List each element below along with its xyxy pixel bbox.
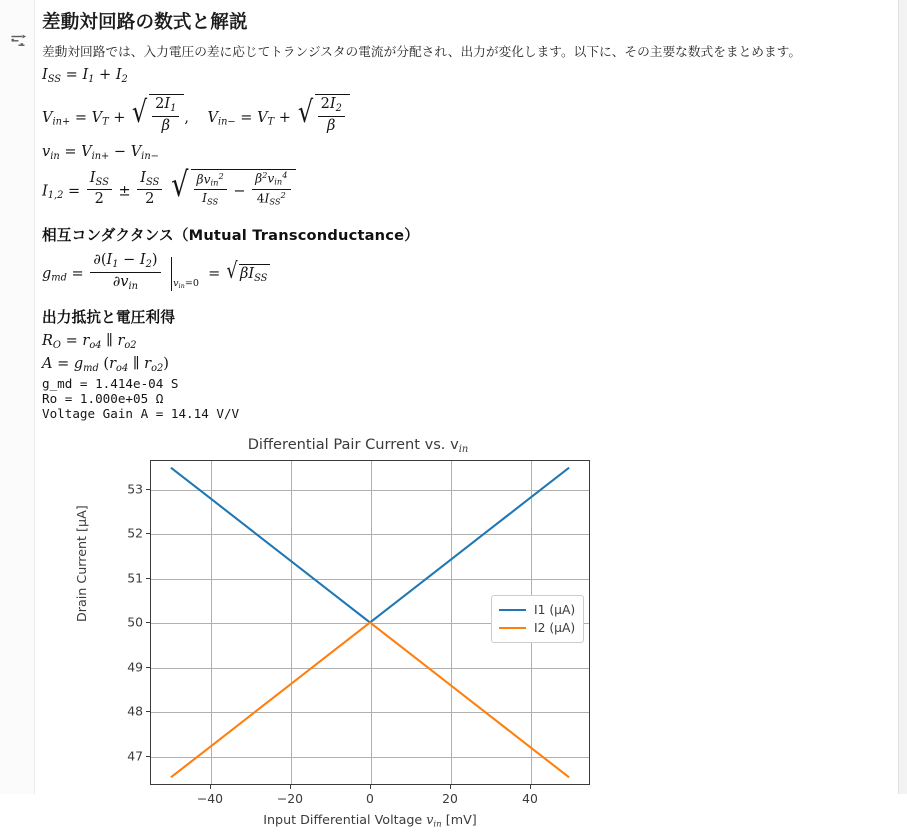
x-tick-mark bbox=[290, 785, 291, 789]
y-tick-label: 48 bbox=[127, 703, 143, 719]
console-line-gmd: g_md = 1.414e-04 S bbox=[42, 375, 179, 391]
chart-xlabel-pre: Input Differential Voltage bbox=[263, 811, 427, 827]
legend-label-i2: I2 (μA) bbox=[534, 620, 576, 635]
content-column bbox=[42, 0, 897, 830]
y-tick-mark bbox=[146, 578, 150, 579]
section-heading-transconductance: 相互コンダクタンス（Mutual Transconductance） bbox=[42, 227, 420, 245]
transform-output-icon[interactable] bbox=[8, 31, 28, 51]
equation-gmd: $g_{md}$ = $\frac{\partial(I_1 - I_2)}{\partial v_{in}}$ $v_{in}=0$ = √ $\beta I_{SS}$ bbox=[42, 252, 897, 292]
y-tick-mark bbox=[146, 667, 150, 668]
equation-ro: $R_O = r_{o4}$ ∥ $r_{o2}$ bbox=[42, 333, 137, 351]
chart-xlabel-var-sub: in bbox=[433, 819, 442, 830]
chart-title bbox=[68, 436, 648, 455]
section-heading-output-resistance: 出力抵抗と電圧利得 bbox=[42, 309, 176, 327]
y-tick-mark bbox=[146, 756, 150, 757]
x-tick-label: −20 bbox=[276, 790, 304, 806]
x-tick-label: 40 bbox=[522, 790, 538, 806]
x-tick-label: −40 bbox=[196, 790, 224, 806]
intro-paragraph: 差動対回路では、入力電圧の差に応じてトランジスタの電流が分配され、出力が変化します。以下に、その主要な数式をまとめます。 bbox=[42, 44, 802, 59]
y-tick-label: 50 bbox=[127, 614, 143, 630]
y-tick-mark bbox=[146, 711, 150, 712]
y-tick-label: 52 bbox=[127, 525, 143, 541]
chart-plot-area bbox=[150, 460, 590, 785]
y-tick-mark bbox=[146, 489, 150, 490]
chart-figure bbox=[68, 434, 648, 834]
chart-legend[interactable] bbox=[491, 595, 584, 643]
chart-title-text: Differential Pair Current vs. v bbox=[247, 435, 459, 453]
series-line-i2 bbox=[171, 622, 569, 777]
x-tick-label: 20 bbox=[442, 790, 458, 806]
x-tick-mark bbox=[210, 785, 211, 789]
chart-xlabel-post: [mV] bbox=[441, 811, 477, 827]
equation-iss: $I_{SS} = I_1 + I_2$ bbox=[42, 67, 128, 86]
chart-xlabel bbox=[150, 812, 590, 829]
equation-i12: $I_{1,2}$ = $\frac{I_{SS}}{2}$ ± $\frac{I_{SS}}{2}$ √ $\frac{\beta v_{in}^2}{I_{SS}}$ − $\frac{\beta^2v_{in}^4}{4I_{SS}^2}$ bbox=[42, 169, 897, 208]
x-tick-mark bbox=[450, 785, 451, 789]
equation-vin-plus-minus: $V_{in+} = V_T$ + √ $\frac{2I_1}{\beta}$ , $V_{in-} = V_T$ + √ $\frac{2I_2}{\beta}$ bbox=[42, 94, 897, 134]
chart-title-subscript: in bbox=[458, 443, 469, 455]
legend-label-i1: I1 (μA) bbox=[534, 602, 576, 617]
legend-row-i2 bbox=[499, 619, 575, 637]
x-tick-mark bbox=[530, 785, 531, 789]
y-tick-mark bbox=[146, 622, 150, 623]
console-line-gain: Voltage Gain A = 14.14 V/V bbox=[42, 406, 240, 422]
left-gutter bbox=[0, 0, 35, 794]
y-tick-label: 53 bbox=[127, 481, 143, 497]
x-tick-mark bbox=[370, 785, 371, 789]
page-title: 差動対回路の数式と解説 bbox=[42, 12, 248, 33]
right-scroll-rail[interactable] bbox=[898, 0, 907, 794]
y-tick-label: 47 bbox=[127, 748, 143, 764]
y-tick-label: 51 bbox=[127, 570, 143, 586]
legend-row-i1 bbox=[499, 601, 575, 619]
x-tick-label: 0 bbox=[366, 790, 374, 806]
legend-swatch-i2 bbox=[499, 627, 526, 629]
equation-block-main bbox=[42, 67, 897, 208]
chart-xlabel-var: v bbox=[426, 811, 434, 827]
equation-vin: $v_{in} = V_{in+} - V_{in-}$ bbox=[42, 143, 159, 162]
y-tick-label: 49 bbox=[127, 659, 143, 675]
legend-swatch-i1 bbox=[499, 609, 526, 611]
equation-gain: $A = g_{md}$ ($r_{o4}$ ∥ $r_{o2}$) bbox=[42, 355, 169, 374]
chart-ylabel: Drain Current [μA] bbox=[74, 505, 89, 622]
y-tick-mark bbox=[146, 533, 150, 534]
console-line-ro: Ro = 1.000e+05 Ω bbox=[42, 390, 164, 406]
